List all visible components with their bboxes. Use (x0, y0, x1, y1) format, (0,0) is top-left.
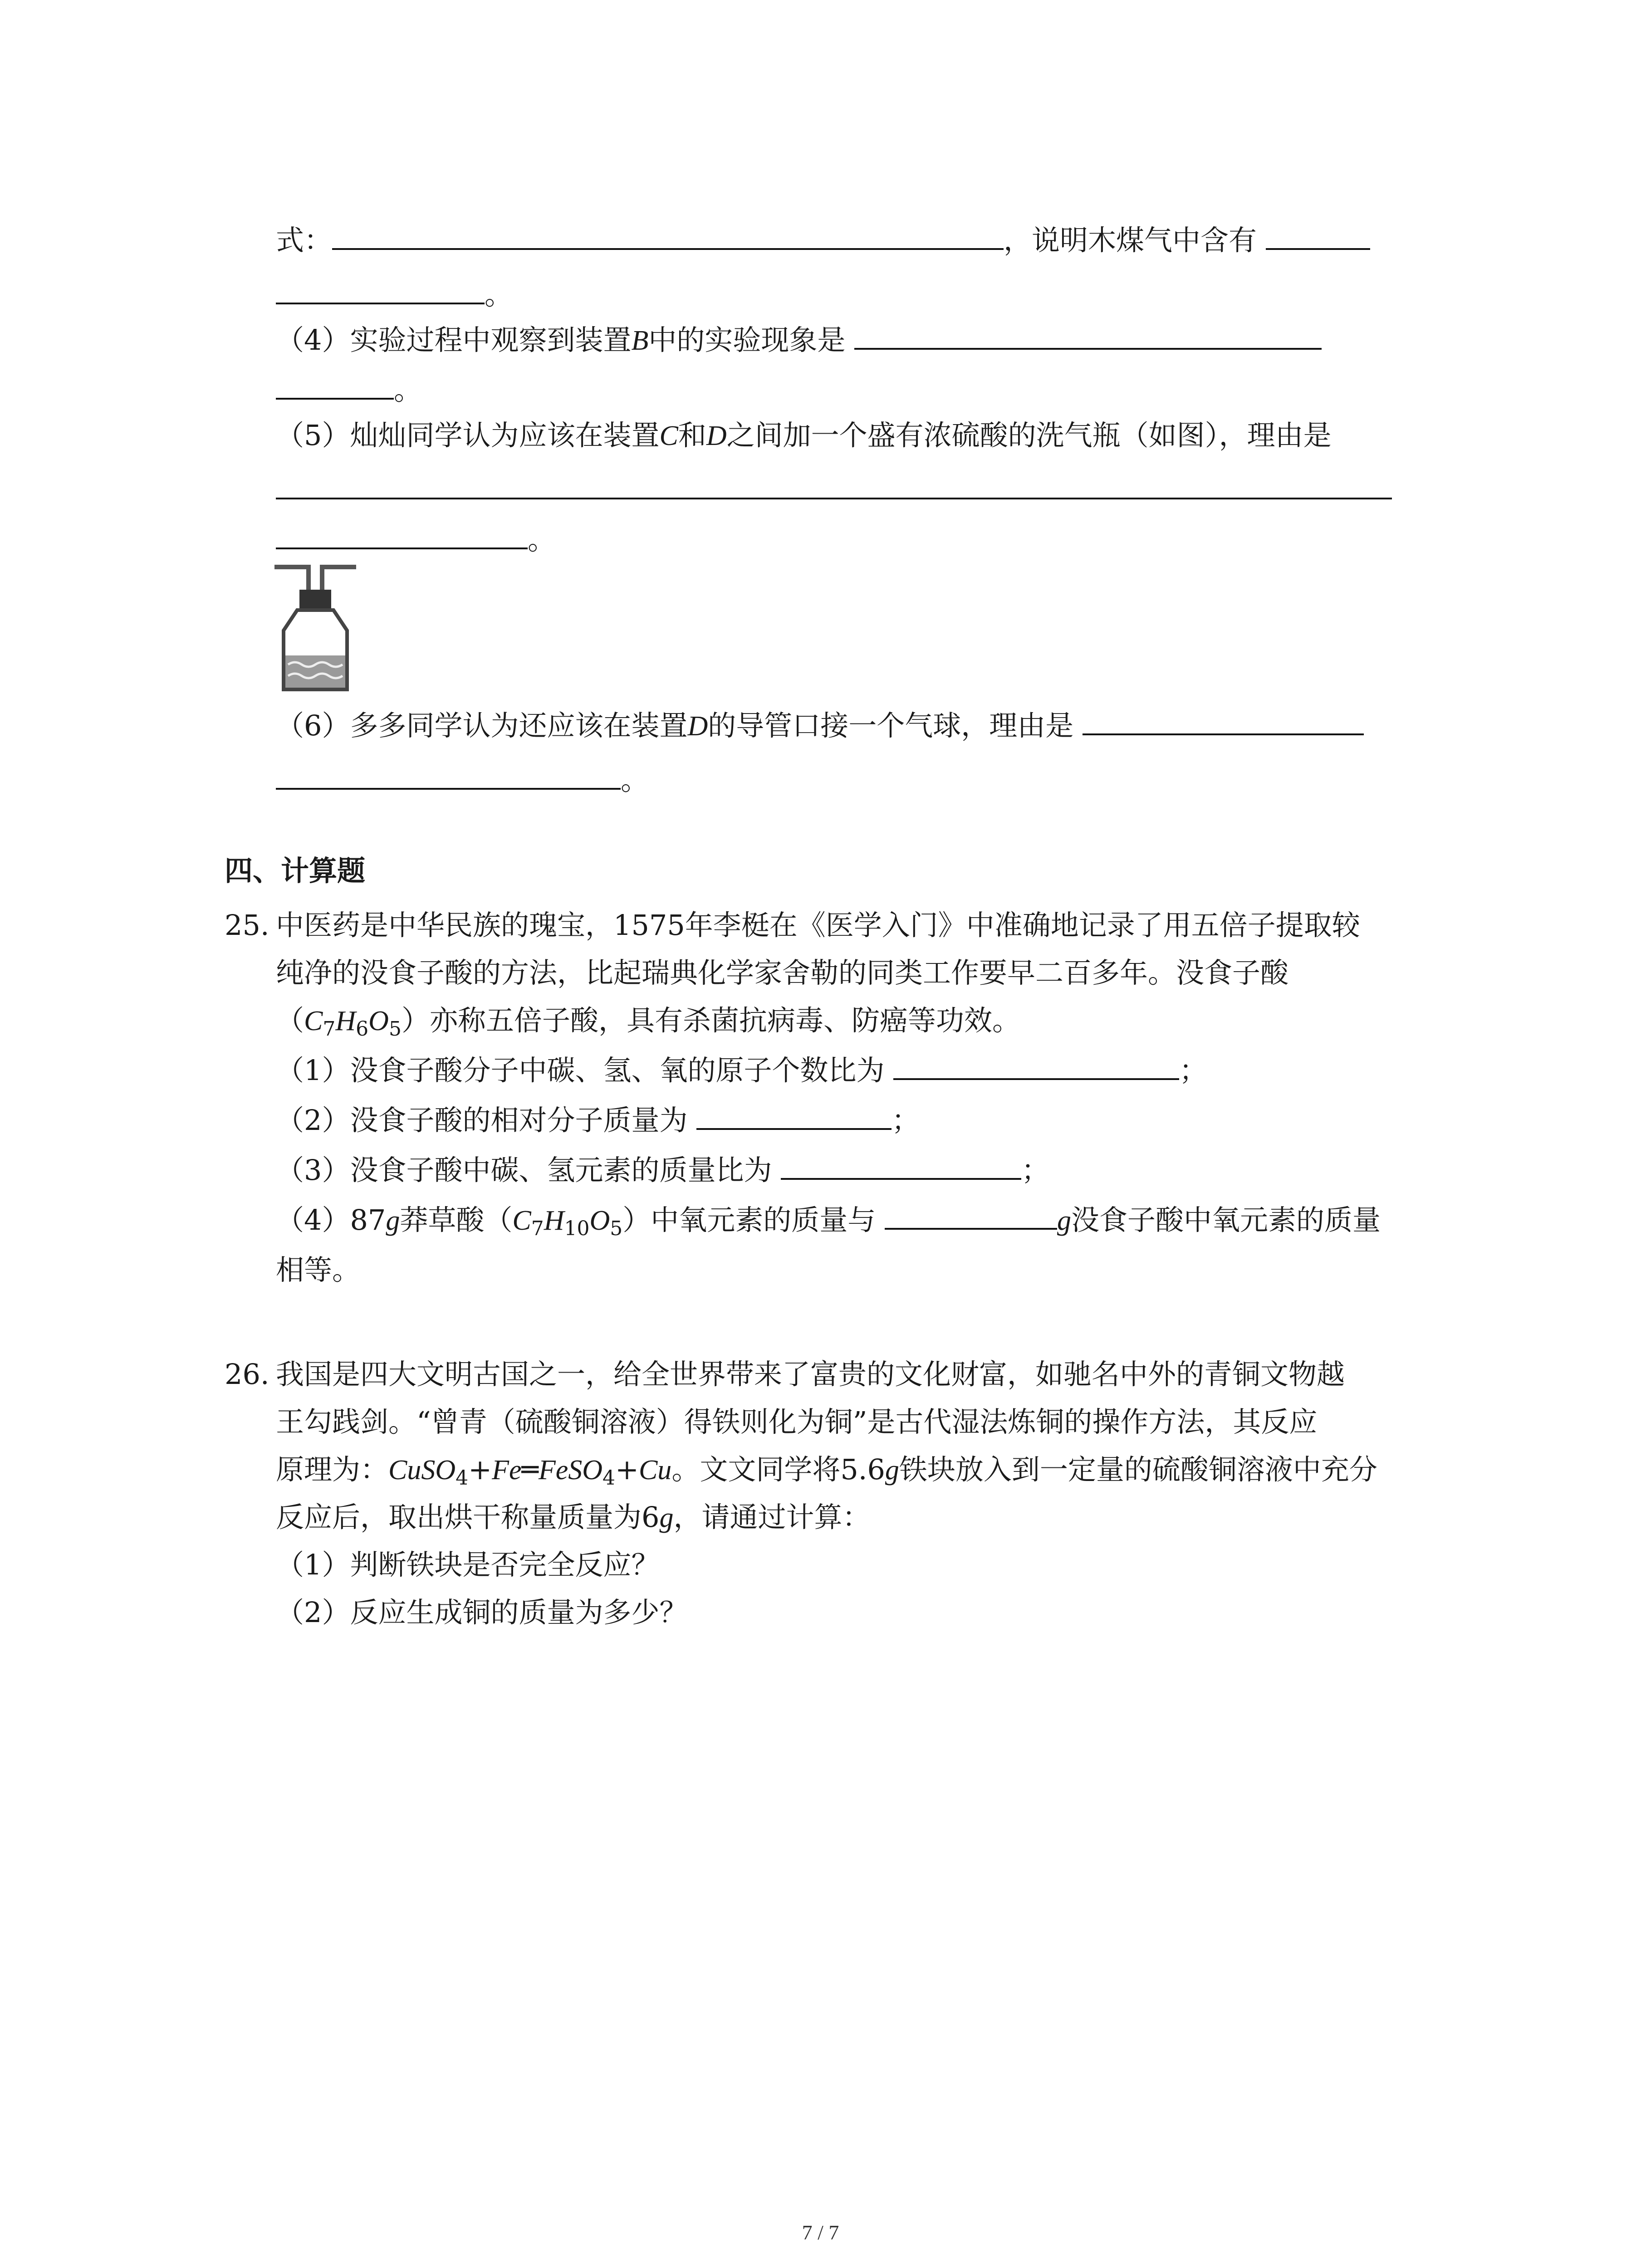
q25-number: 25. (225, 909, 269, 942)
q5-line: （5）灿灿同学认为应该在装置C和D之间加一个盛有浓硫酸的洗气瓶（如图），理由是 (276, 419, 1332, 452)
q26-line4: 反应后，取出烘干称量质量为6g，请通过计算： (276, 1501, 871, 1534)
q25-part4: （4）87g莽草酸$(C_7H_{10}O_5)$中氧元素的质量与 g没食子酸中氧元素的质量 (276, 1203, 1381, 1240)
q25-part3: （3）没食子酸中碳、氢元素的质量比为 ； (276, 1154, 1050, 1187)
answer-blank[interactable] (276, 277, 485, 304)
q25-part4-line2: 相等。 (276, 1253, 361, 1286)
answer-blank[interactable] (276, 522, 528, 549)
q25-line3: $(C_7H_6O_5)$亦称五倍子酸，具有杀菌抗病毒、防癌等功效。 (276, 1004, 1020, 1041)
answer-blank[interactable] (1083, 708, 1364, 735)
answer-blank[interactable] (893, 1053, 1179, 1080)
answer-blank[interactable] (1266, 223, 1370, 250)
q26-line3: 原理为：CuSO$_4$+Fe═FeSO$_4$+Cu。文文同学将5.6g铁块放入到一定量的硫酸铜溶液中充分 (276, 1453, 1377, 1490)
q3-line: 式： ，说明木煤气中含有 (276, 222, 1370, 259)
q25-part2: （2）没食子酸的相对分子质量为 ； (276, 1104, 920, 1137)
q26-number: 26. (225, 1358, 269, 1391)
q26-line2: 王勾践剑。“曾青（硫酸铜溶液）得铁则化为铜”是古代湿法炼铜的操作方法，其反应 (276, 1405, 1318, 1438)
q26-part2: （2）反应生成铜的质量为多少？ (276, 1596, 688, 1629)
answer-blank[interactable] (332, 223, 1004, 250)
q6-line-end: 。 (276, 762, 649, 798)
q25-line1: 中医药是中华民族的瑰宝，1575年李梃在《医学入门》中准确地记录了用五倍子提取较 (276, 909, 1360, 942)
q4-line-end: 。 (276, 372, 422, 408)
gas-washing-bottle-figure (272, 558, 358, 694)
answer-blank[interactable] (276, 372, 394, 400)
q25-line2: 纯净的没食子酸的方法，比起瑞典化学家舍勒的同类工作要早二百多年。没食子酸 (276, 956, 1289, 989)
page-number: 7 / 7 (802, 2221, 839, 2244)
q5-line-end: 。 (276, 522, 556, 558)
q3-line-end: 。 (276, 277, 513, 313)
answer-blank[interactable] (696, 1103, 892, 1130)
q25-part1: （1）没食子酸分子中碳、氢、氧的原子个数比为 ； (276, 1054, 1208, 1087)
answer-blank[interactable] (781, 1153, 1021, 1180)
answer-blank[interactable] (854, 323, 1322, 350)
q26-line1: 我国是四大文明古国之一，给全世界带来了富贵的文化财富，如驰名中外的青铜文物越 (276, 1358, 1345, 1391)
q5-line-blank (276, 472, 1392, 508)
q4-line: （4）实验过程中观察到装置B中的实验现象是 (276, 322, 1322, 359)
q6-line: （6）多多同学认为还应该在装置D的导管口接一个气球，理由是 (276, 708, 1364, 744)
answer-blank[interactable] (885, 1202, 1057, 1230)
section-title: 四、计算题 (225, 854, 366, 887)
q26-part1: （1）判断铁块是否完全反应？ (276, 1548, 660, 1581)
answer-blank[interactable] (276, 763, 621, 790)
answer-blank[interactable] (276, 472, 1392, 499)
